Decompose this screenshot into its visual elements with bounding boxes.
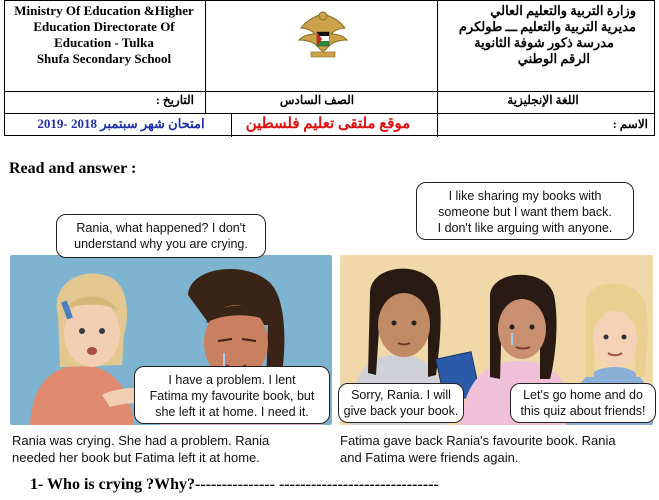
bubble-text: someone but I want them back. [438,205,612,219]
bubble-text: Fatima my favourite book, but [149,389,315,403]
bubble-text: I like sharing my books with [448,189,602,203]
arabic-line: مدرسة ذكور شوفة الثانوية [474,35,614,50]
bubble-text: Rania, what happened? I don't [76,221,246,235]
english-line: Ministry Of Education &Higher [14,3,194,18]
caption-line: Fatima gave back Rania's favourite book. Rania [340,433,616,448]
speech-bubble-fatima-problem [134,366,330,424]
bubble-text: Sorry, Rania. I will [351,388,451,402]
speech-bubble-fatima-sorry [338,383,464,423]
bubble-text: give back your book. [343,404,459,418]
bubble-text: I have a problem. I lent [168,373,296,387]
ministry-arabic [440,3,636,67]
english-line: Education Directorate Of [33,19,175,34]
bubble-text: this quiz about friends! [520,404,646,418]
grade-label: الصف السادس [279,93,355,107]
bubble-text: understand why you are crying. [74,237,248,251]
speech-bubble-rania-sharing [416,182,634,240]
header-divider [437,1,438,137]
caption-line: Rania was crying. She had a problem. Rania [12,433,270,448]
caption-panel-1 [12,432,332,466]
arabic-line: الرقم الوطني [517,51,590,66]
date-label: التاريخ : [155,93,194,107]
bubble-text: I don't like arguing with anyone. [437,221,613,235]
section-title: Read and answer : [9,160,137,177]
english-line: Education - Tulka [54,35,154,50]
subject-label: اللغة الإنجليزية [507,93,579,107]
caption-line: and Fatima were friends again. [340,450,519,465]
exam-title: امتحان شهر سبتمبر 2018 -2019 [37,116,205,131]
name-label: الاسم : [612,117,648,131]
bubble-text: Let's go home and do [523,388,643,402]
caption-line: needed her book but Fatima left it at home. [12,450,260,465]
palestine-emblem-icon [293,6,353,66]
english-line: Shufa Secondary School [36,51,172,66]
site-name: موقع ملتقى تعليم فلسطين [245,116,411,132]
speech-bubble-rania-question [56,214,266,258]
header-divider [5,91,654,92]
bubble-text: she left it at home. I need it. [155,405,309,419]
caption-panel-2 [340,432,656,466]
ministry-english [6,3,202,67]
arabic-line: وزارة التربية والتعليم العالي [490,3,636,18]
speech-bubble-friend-quiz [510,383,656,423]
question-1: 1- Who is crying ?Why?--------------- ------------------------------ [30,476,439,493]
arabic-line: مديرية التربية والتعليم ـــ طولكرم [458,19,636,34]
